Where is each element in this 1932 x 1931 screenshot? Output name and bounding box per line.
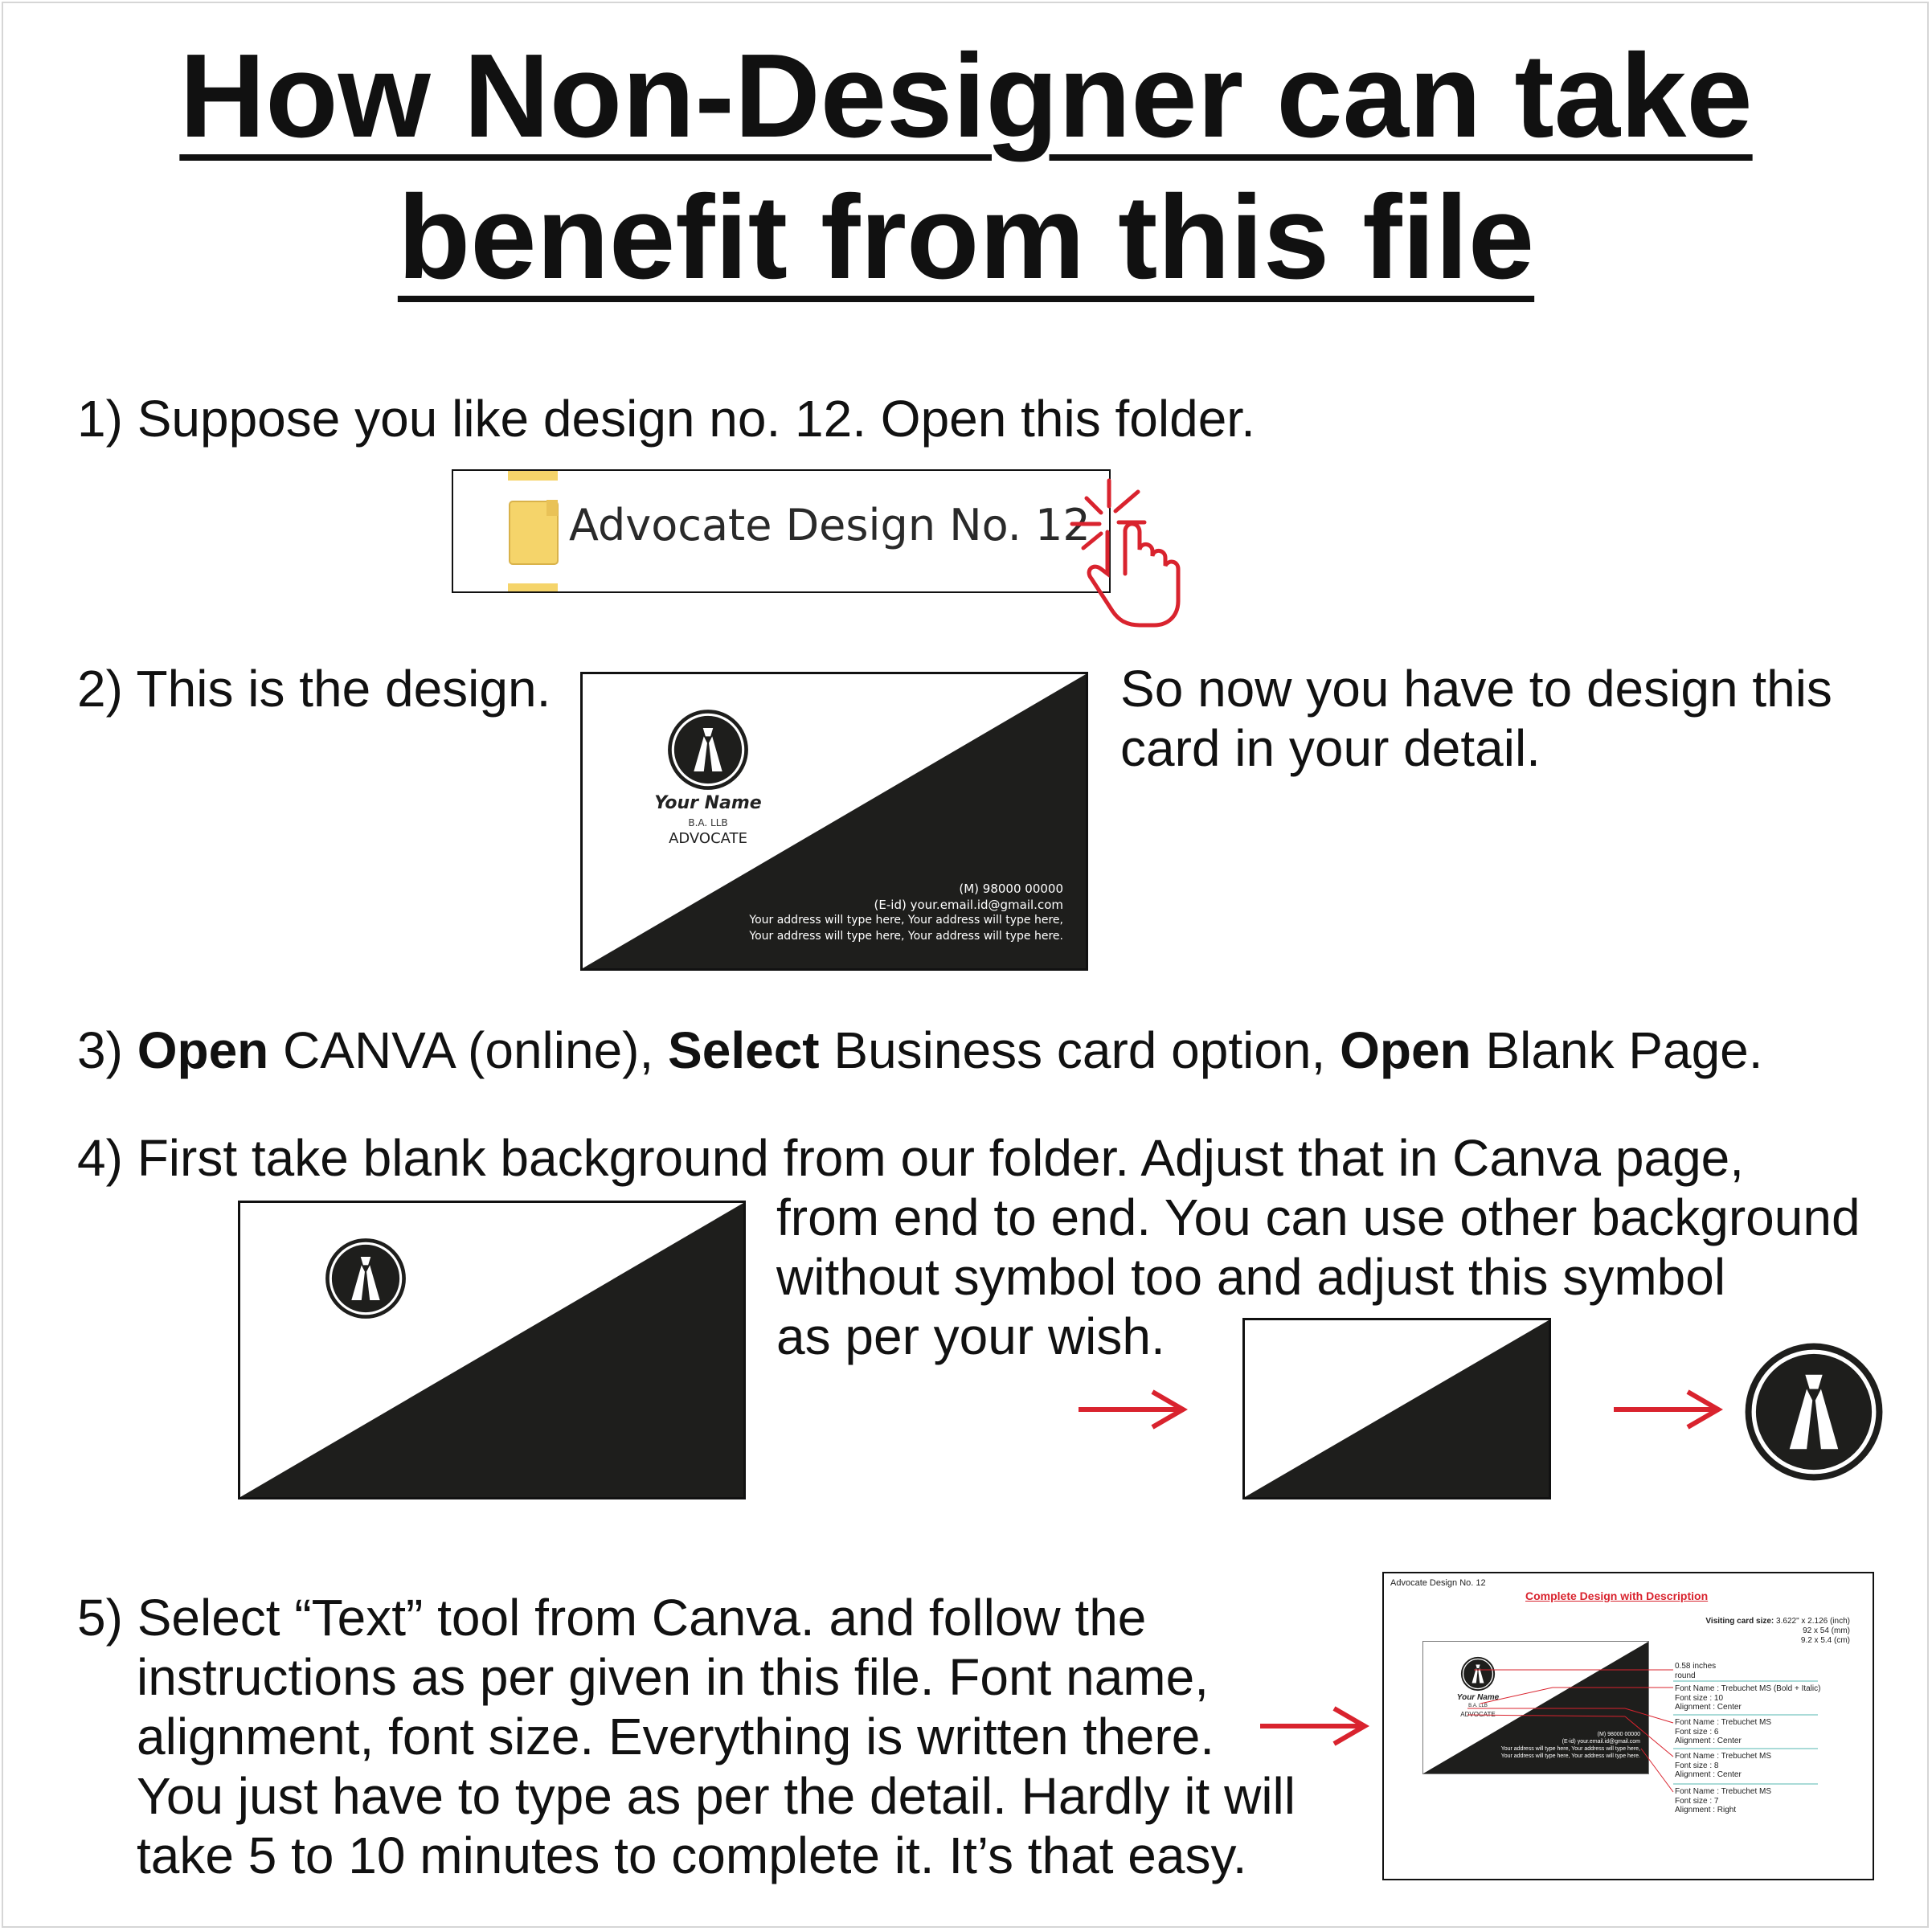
card-address2: Your address will type here, Your address will type here. (749, 930, 1063, 943)
arrow-right-icon (1077, 1389, 1189, 1430)
page-title-line2: benefit from this file (397, 171, 1535, 304)
business-card-design (580, 672, 1088, 971)
preview-round2: round (1675, 1671, 1696, 1680)
arrow-right-icon (1612, 1389, 1725, 1430)
preview-c1: Font Name : Trebuchet MS (1675, 1752, 1772, 1761)
step5-line5: take 5 to 10 minutes to complete it. It’s that easy. (137, 1827, 1247, 1884)
preview-card-prof: ADVOCATE (1460, 1711, 1496, 1718)
step5-line1: 5) Select “Text” tool from Canva. and follow the (77, 1589, 1147, 1647)
preview-size-inch: 3.622" x 2.126 (inch) (1776, 1617, 1850, 1626)
preview-a3: Alignment : Center (1675, 1703, 1742, 1712)
step5-line4: You just have to type as per the detail. Hardly it will (137, 1767, 1296, 1825)
step4-line3: without symbol too and adjust this symbol (776, 1248, 1726, 1306)
preview-size-label: Visiting card size: (1705, 1617, 1774, 1626)
preview-c3: Alignment : Center (1675, 1770, 1742, 1779)
card-address1: Your address will type here, Your address will type here, (749, 914, 1063, 927)
arrow-right-icon (1259, 1705, 1371, 1747)
card-profession: ADVOCATE (669, 830, 747, 847)
description-preview (1382, 1572, 1874, 1880)
advocate-bands-icon (1742, 1340, 1885, 1483)
folder-screenshot (452, 469, 1111, 593)
annotation-lines (1384, 1573, 1874, 1880)
step1-text: 1) Suppose you like design no. 12. Open this folder. (77, 390, 1255, 448)
preview-b2: Font size : 6 (1675, 1727, 1719, 1737)
preview-title: Complete Design with Description (1525, 1589, 1709, 1602)
preview-header: Advocate Design No. 12 (1390, 1578, 1486, 1588)
preview-size-cm: 9.2 x 5.4 (cm) (1800, 1636, 1850, 1645)
step2-right-line1: So now you have to design this (1120, 660, 1832, 718)
preview-b3: Alignment : Center (1675, 1737, 1742, 1745)
preview-card-addr1: Your address will type here, Your address will type here, (1500, 1746, 1640, 1752)
preview-c2: Font size : 8 (1675, 1761, 1719, 1770)
step4-line2: from end to end. You can use other background (776, 1188, 1860, 1246)
preview-card-mobile: (M) 98000 00000 (1597, 1732, 1640, 1737)
preview-round1: 0.58 inches (1675, 1662, 1717, 1671)
click-hand-icon (1061, 474, 1197, 635)
preview-card-degree: B.A. LLB (1468, 1704, 1488, 1708)
preview-card-email: (E-id) your.email.id@gmail.com (1562, 1739, 1640, 1745)
blank-background (1242, 1318, 1551, 1499)
step4-line4: as per your wish. (776, 1307, 1165, 1365)
card-name: Your Name (654, 793, 762, 813)
preview-a2: Font size : 10 (1675, 1693, 1724, 1703)
page-title-line1: How Non-Designer can take (179, 30, 1753, 162)
step2-text: 2) This is the design. (77, 660, 551, 718)
preview-b1: Font Name : Trebuchet MS (1675, 1718, 1772, 1727)
step4-line1: 4) First take blank background from our folder. Adjust that in Canva page, (77, 1129, 1745, 1187)
preview-a1: Font Name : Trebuchet MS (Bold + Italic) (1675, 1684, 1821, 1693)
preview-d3: Alignment : Right (1675, 1806, 1737, 1814)
preview-card-name: Your Name (1456, 1693, 1500, 1702)
card-email: (E-id) your.email.id@gmail.com (874, 898, 1063, 912)
card-degree: B.A. LLB (688, 817, 728, 828)
preview-d1: Font Name : Trebuchet MS (1675, 1787, 1772, 1796)
step3-text: 3) Open CANVA (online), Select Business card option, Open Blank Page. (77, 1021, 1763, 1079)
step5-line3: alignment, font size. Everything is written there. (137, 1708, 1215, 1765)
card-mobile: (M) 98000 00000 (959, 882, 1063, 896)
advocate-bands-icon (324, 1237, 407, 1320)
preview-size-mm: 92 x 54 (mm) (1803, 1626, 1850, 1635)
folder-label[interactable]: Advocate Design No. 12 (569, 500, 1091, 550)
preview-card-addr2: Your address will type here, Your address will type here. (1500, 1753, 1640, 1759)
preview-d2: Font size : 7 (1675, 1796, 1719, 1806)
advocate-bands-icon (666, 708, 750, 792)
step2-right-line2: card in your detail. (1120, 719, 1541, 777)
step5-line2: instructions as per given in this file. Font name, (137, 1648, 1209, 1706)
folder-icon (508, 498, 559, 566)
blank-background-with-symbol (238, 1201, 746, 1499)
